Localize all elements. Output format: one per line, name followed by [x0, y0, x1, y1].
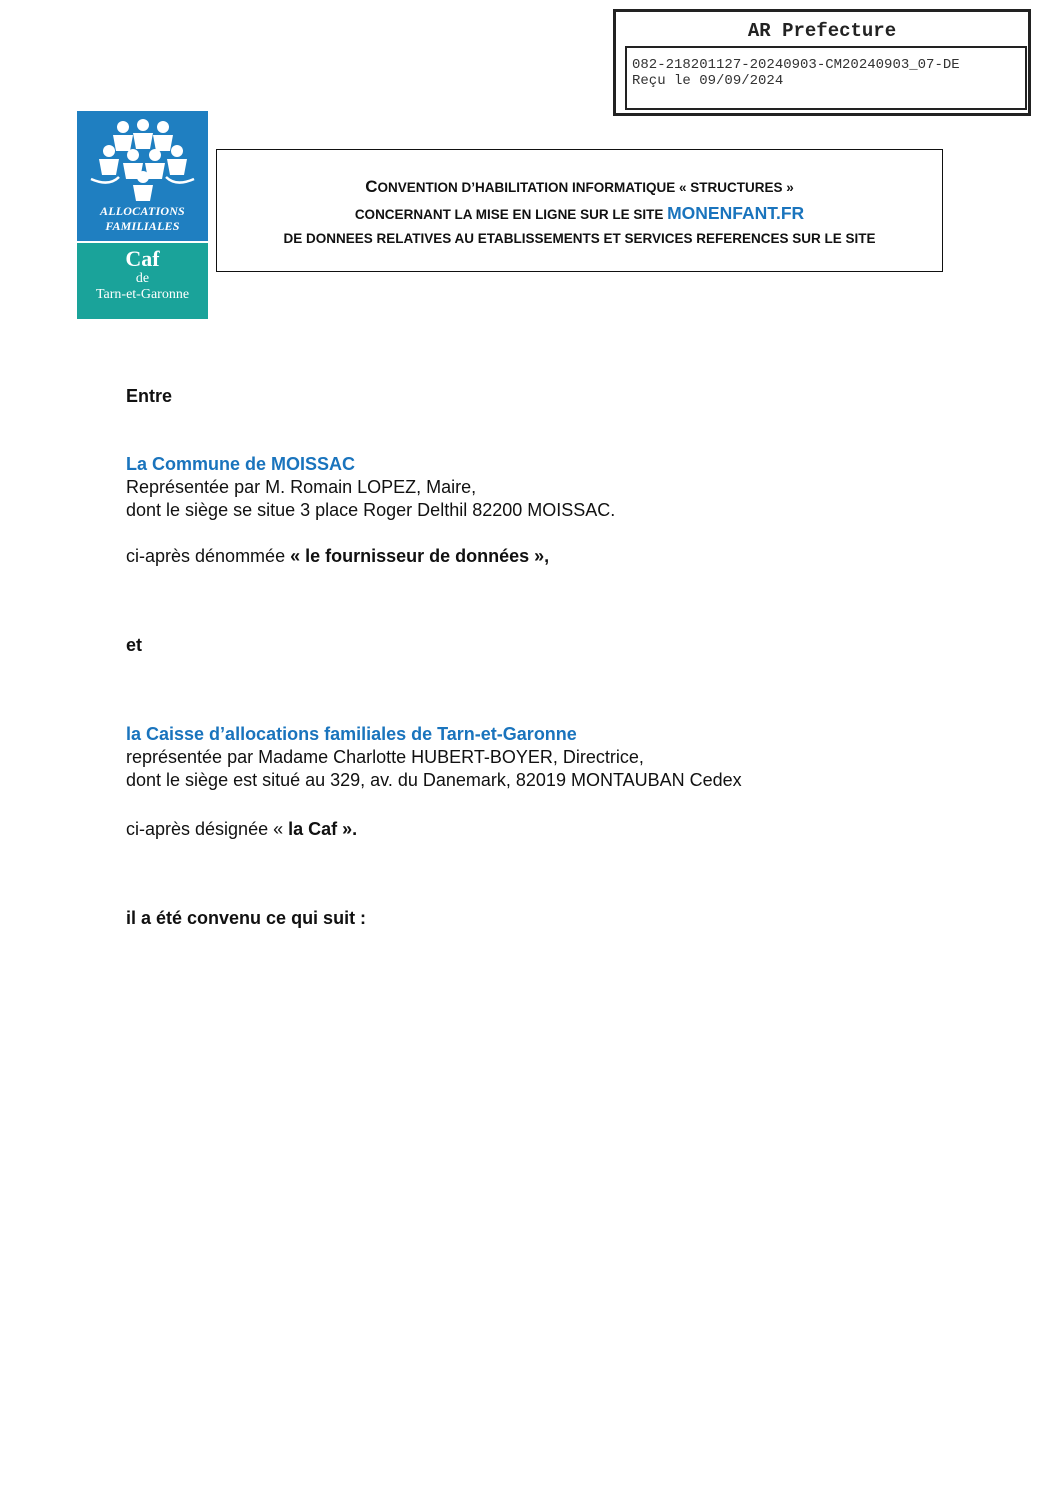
stamp-received-date: Reçu le 09/09/2024 — [632, 73, 784, 89]
title-line-2-text: CONCERNANT LA MISE EN LIGNE SUR LE SITE — [354, 207, 664, 222]
caf-logo — [77, 111, 208, 319]
title-line-1 — [217, 177, 942, 197]
party1-name: La Commune de MOISSAC — [126, 454, 356, 474]
party2-alias-prefix: ci-après désignée « — [126, 819, 284, 839]
party2-address: dont le siège est situé au 329, av. du Danemark, 82019 MONTAUBAN Cedex — [126, 770, 742, 790]
party1-address: dont le siège se situe 3 place Roger Delthil 82200 MOISSAC. — [126, 500, 616, 520]
party2-name: la Caisse d’allocations familiales de Tarn-et-Garonne — [126, 724, 577, 744]
party1-alias-term: « le fournisseur de données », — [290, 546, 550, 566]
logo-caf: Caf — [125, 246, 160, 271]
prefecture-stamp — [613, 9, 1031, 116]
stamp-reference-box — [625, 46, 1027, 110]
logo-bottom-panel — [77, 241, 208, 319]
party2-alias-term: la Caf — [288, 819, 338, 839]
title-site-name: MONENFANT.FR — [667, 203, 805, 223]
title-line-1-rest: ONVENTION D’HABILITATION INFORMATIQUE « STRUCTURES » — [377, 180, 794, 195]
logo-allocations: ALLOCATIONS — [100, 204, 185, 218]
logo-familiales: FAMILIALES — [105, 219, 180, 233]
party1-alias — [126, 545, 549, 568]
stamp-title: AR Prefecture — [747, 20, 897, 42]
title-line-3: DE DONNEES RELATIVES AU ETABLISSEMENTS ET SERVICES REFERENCES SUR LE SITE — [283, 231, 876, 246]
title-first-letter: C — [365, 177, 378, 196]
party2-alias-suffix: ». — [342, 819, 358, 839]
document-title-box — [216, 149, 943, 272]
agreement-intro: il a été convenu ce qui suit : — [126, 908, 367, 928]
logo-de: de — [135, 271, 150, 286]
party1-representative: Représentée par M. Romain LOPEZ, Maire, — [126, 477, 477, 497]
family-figures-icon — [89, 117, 196, 203]
title-line-2 — [217, 203, 942, 224]
party2-representative: représentée par Madame Charlotte HUBERT-BOYER, Directrice, — [126, 747, 644, 767]
stamp-reference: 082-218201127-20240903-CM20240903_07-DE — [632, 57, 960, 73]
party2-alias — [126, 818, 357, 841]
logo-top-panel — [77, 111, 208, 241]
entre-label: Entre — [126, 386, 173, 406]
logo-region: Tarn-et-Garonne — [95, 287, 190, 302]
party1-alias-prefix: ci-après dénommée — [126, 546, 286, 566]
et-label: et — [126, 635, 143, 655]
